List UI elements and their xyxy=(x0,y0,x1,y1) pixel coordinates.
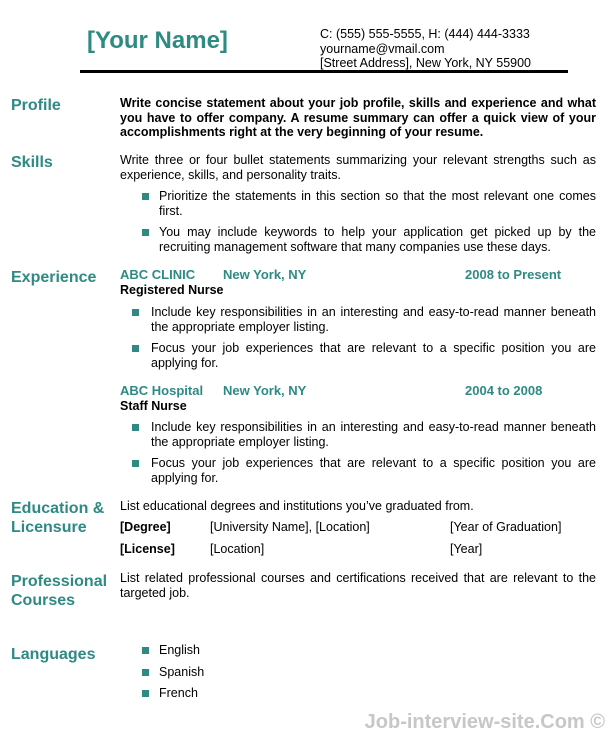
skills-bullet-text: You may include keywords to help your application get picked up by the recruiting management software that many companies use these days. xyxy=(159,225,596,254)
square-bullet-icon xyxy=(132,460,139,467)
job-company: ABC Hospital xyxy=(120,383,204,398)
courses-heading-line2: Courses xyxy=(11,592,76,609)
education-license: [License] xyxy=(120,542,175,556)
profile-text: Write concise statement about your job profile, skills and experience and what you have to offer company. A resume summary can offer a quick view of your accomplishments right at the very beginning of your resume. xyxy=(120,96,596,139)
job-location: New York, NY xyxy=(223,383,307,398)
job-bullet-text: Include key responsibilities in an interesting and easy-to-read manner beneath the appropriate employer listing. xyxy=(151,420,596,449)
job-bullet xyxy=(132,305,596,334)
job-bullet xyxy=(132,341,596,370)
education-intro: List educational degrees and institutions you’ve graduated from. xyxy=(120,499,474,513)
square-bullet-icon xyxy=(142,669,149,676)
square-bullet-icon xyxy=(142,647,149,654)
contact-email: yourname@vmail.com xyxy=(320,41,445,56)
license-location: [Location] xyxy=(210,542,265,556)
resume-name: [Your Name] xyxy=(87,27,228,54)
job-title: Staff Nurse xyxy=(120,399,187,413)
language-name: French xyxy=(159,686,198,700)
education-university: [University Name], [Location] xyxy=(210,520,370,534)
language-name: English xyxy=(159,643,200,657)
language-item xyxy=(142,665,342,680)
job-title: Registered Nurse xyxy=(120,283,224,297)
square-bullet-icon xyxy=(132,424,139,431)
courses-text: List related professional courses and certifications received that are relevant to the targeted job. xyxy=(120,571,596,600)
education-year: [Year of Graduation] xyxy=(450,520,562,534)
job-dates: 2004 to 2008 xyxy=(465,383,543,398)
education-degree: [Degree] xyxy=(120,520,171,534)
skills-bullet xyxy=(142,225,596,254)
job-company: ABC CLINIC xyxy=(120,267,196,282)
contact-phones: C: (555) 555-5555, H: (444) 444-3333 xyxy=(320,27,530,41)
square-bullet-icon xyxy=(132,309,139,316)
square-bullet-icon xyxy=(142,193,149,200)
skills-bullet xyxy=(142,189,596,218)
contact-address: [Street Address], New York, NY 55900 xyxy=(320,56,532,70)
watermark: Job-interview-site.Com © xyxy=(364,711,605,733)
job-bullet-text: Focus your job experiences that are relevant to a specific position you are applying for. xyxy=(151,456,596,485)
education-heading-line1: Education & xyxy=(11,500,105,517)
job-bullet xyxy=(132,420,596,449)
education-heading xyxy=(11,499,104,537)
header-divider xyxy=(80,70,568,73)
square-bullet-icon xyxy=(142,229,149,236)
contact-block xyxy=(320,27,531,71)
education-heading-line2: Licensure xyxy=(11,519,87,536)
skills-bullet-text: Prioritize the statements in this section so that the most relevant one comes first. xyxy=(159,189,596,218)
square-bullet-icon xyxy=(142,690,149,697)
job-bullet-text: Focus your job experiences that are relevant to a specific position you are applying for. xyxy=(151,341,596,370)
languages-heading: Languages xyxy=(11,646,96,663)
courses-heading xyxy=(11,572,107,610)
experience-heading: Experience xyxy=(11,269,97,286)
language-item xyxy=(142,643,342,658)
job-bullet-text: Include key responsibilities in an interesting and easy-to-read manner beneath the appropriate employer listing. xyxy=(151,305,596,334)
job-bullet xyxy=(132,456,596,485)
license-year: [Year] xyxy=(450,542,483,556)
language-item xyxy=(142,686,342,701)
profile-heading: Profile xyxy=(11,97,61,114)
job-location: New York, NY xyxy=(223,267,307,282)
skills-intro: Write three or four bullet statements summarizing your relevant strengths such as experience, skills, and personality traits. xyxy=(120,153,596,182)
job-dates: 2008 to Present xyxy=(465,267,562,282)
courses-heading-line1: Professional xyxy=(11,573,108,590)
square-bullet-icon xyxy=(132,345,139,352)
skills-heading: Skills xyxy=(11,154,53,171)
language-name: Spanish xyxy=(159,665,205,679)
